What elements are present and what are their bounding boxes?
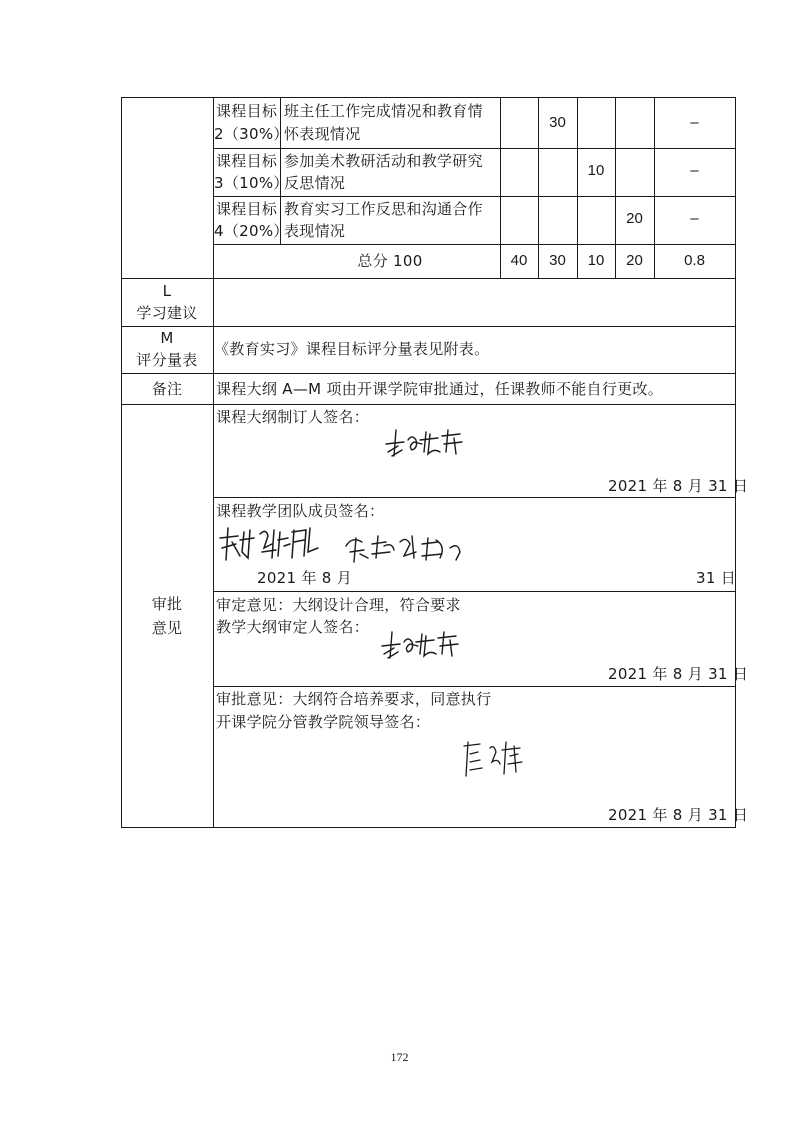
weight-cell: –: [690, 114, 699, 131]
approval-label: 意见: [151, 619, 183, 637]
total-value: 40: [510, 252, 528, 269]
goal-description: 参加美术教研活动和教学研究: [284, 152, 483, 170]
section-content: 《教育实习》课程目标评分量表见附表。: [214, 340, 490, 358]
total-value: 10: [587, 252, 605, 269]
team-date-right: 31 日: [696, 569, 737, 587]
goal-label: 课程目标: [216, 200, 278, 218]
team-date-left: 2021 年 8 月: [257, 569, 353, 587]
page-number: 172: [390, 1050, 409, 1064]
grid-line: [735, 97, 736, 828]
total-value: 20: [626, 252, 643, 269]
approval-opinion: 审批意见：大纲符合培养要求，同意执行: [216, 690, 492, 708]
goal-description: 怀表现情况: [284, 125, 361, 143]
reviewer-signature: [378, 624, 468, 664]
grid-line: [213, 196, 736, 197]
total-value: 0.8: [684, 252, 705, 269]
goal-weight: 4（20%）: [214, 222, 289, 240]
team-signature-2: [342, 528, 472, 566]
drafter-signature-title: 课程大纲制订人签名：: [216, 408, 370, 426]
grid-line: [213, 97, 214, 828]
grid-line: [213, 591, 736, 592]
section-label: 评分量表: [136, 351, 198, 369]
review-opinion: 审定意见：大纲设计合理，符合要求: [216, 596, 461, 614]
remarks-content: 课程大纲 A—M 项由开课学院审批通过，任课教师不能自行更改。: [216, 380, 664, 398]
goal-description: 教育实习工作反思和沟通合作: [284, 200, 483, 218]
total-value: 30: [549, 252, 566, 269]
score-cell: 10: [587, 162, 605, 179]
weight-cell: –: [690, 210, 699, 227]
score-cell: 30: [549, 114, 566, 131]
grid-line: [213, 497, 736, 498]
section-label: 学习建议: [136, 304, 198, 322]
grid-line: [213, 686, 736, 687]
score-cell: 20: [626, 210, 643, 227]
section-letter: M: [160, 329, 174, 347]
dean-signature-title: 开课学院分管教学院领导签名：: [216, 713, 431, 731]
dean-signature: [462, 736, 526, 780]
section-letter: L: [162, 282, 172, 300]
drafter-signature: [382, 422, 472, 462]
goal-weight: 3（10%）: [214, 174, 289, 192]
grid-line: [121, 97, 122, 828]
dean-date: 2021 年 8 月 31 日: [608, 806, 749, 824]
team-signature-1: [218, 522, 326, 564]
total-label: 总分 100: [357, 252, 423, 270]
reviewer-date: 2021 年 8 月 31 日: [608, 665, 749, 683]
approval-label: 审批: [151, 595, 183, 613]
grid-line: [213, 244, 736, 245]
team-signature-title: 课程教学团队成员签名：: [216, 502, 385, 520]
goal-label: 课程目标: [216, 152, 278, 170]
weight-cell: –: [690, 162, 699, 179]
goal-description: 反思情况: [284, 174, 346, 192]
remarks-label: 备注: [151, 380, 183, 398]
grid-line: [213, 148, 736, 149]
goal-description: 表现情况: [284, 222, 346, 240]
drafter-date: 2021 年 8 月 31 日: [608, 477, 749, 495]
goal-label: 课程目标: [216, 102, 278, 120]
goal-description: 班主任工作完成情况和教育情: [284, 102, 483, 120]
reviewer-signature-title: 教学大纲审定人签名：: [216, 618, 370, 636]
goal-weight: 2（30%）: [214, 125, 289, 143]
